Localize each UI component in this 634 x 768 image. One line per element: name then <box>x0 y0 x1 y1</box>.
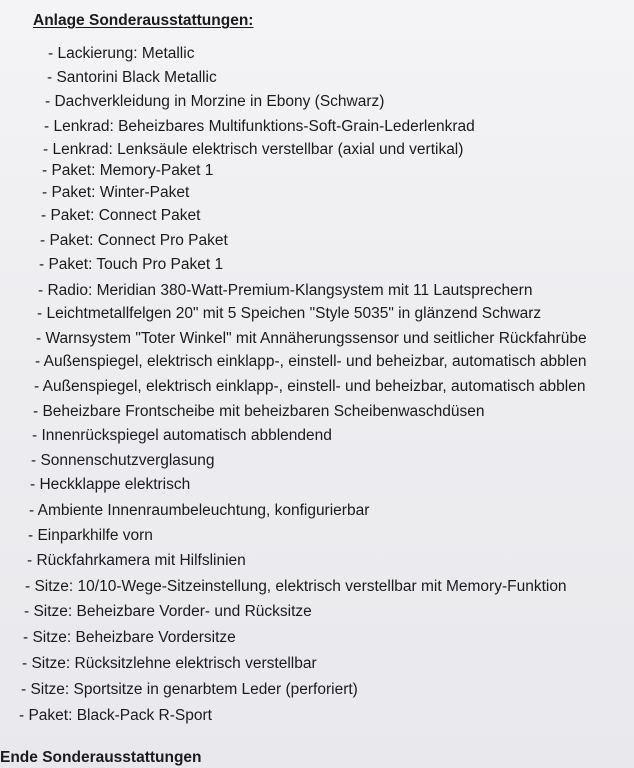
list-item: - Innenrückspiegel automatisch abblendend <box>32 427 332 444</box>
list-item: - Sitze: Rücksitzlehne elektrisch verstellbar <box>22 655 317 672</box>
section-heading: Anlage Sonderausstattungen: <box>33 12 254 29</box>
list-item: - Paket: Black-Pack R-Sport <box>19 707 212 724</box>
list-item: - Paket: Touch Pro Paket 1 <box>39 256 224 273</box>
list-item: - Außenspiegel, elektrisch einklapp-, einstell- und beheizbar, automatisch abblen <box>34 378 586 395</box>
list-item: - Lackierung: Metallic <box>48 45 195 62</box>
list-item: - Santorini Black Metallic <box>47 69 217 86</box>
list-item: - Leichtmetallfelgen 20" mit 5 Speichen "Style 5035" in glänzend Schwarz <box>37 305 542 322</box>
list-item: - Sitze: 10/10-Wege-Sitzeinstellung, elektrisch verstellbar mit Memory-Funktion <box>25 578 567 595</box>
list-item: - Sitze: Sportsitze in genarbtem Leder (perforiert) <box>21 681 358 698</box>
section-footer: Ende Sonderausstattungen <box>0 749 202 766</box>
list-item: - Warnsystem "Toter Winkel" mit Annäherungssensor und seitlicher Rückfahrübe <box>36 330 587 347</box>
list-item: - Beheizbare Frontscheibe mit beheizbaren Scheibenwaschdüsen <box>33 403 485 420</box>
list-item: - Außenspiegel, elektrisch einklapp-, einstell- und beheizbar, automatisch abblen <box>35 353 587 370</box>
list-item: - Radio: Meridian 380-Watt-Premium-Klangsystem mit 11 Lautsprechern <box>38 282 533 299</box>
list-item: - Lenkrad: Lenksäule elektrisch verstellbar (axial und vertikal) <box>43 141 464 158</box>
list-item: - Lenkrad: Beheizbares Multifunktions-Soft-Grain-Lederlenkrad <box>44 118 475 135</box>
list-item: - Ambiente Innenraumbeleuchtung, konfigurierbar <box>29 502 370 519</box>
list-item: - Sitze: Beheizbare Vordersitze <box>23 629 236 646</box>
list-item: - Paket: Connect Pro Paket <box>40 232 228 249</box>
list-item: - Paket: Connect Paket <box>41 207 201 224</box>
list-item: - Sitze: Beheizbare Vorder- und Rücksitze <box>24 603 312 620</box>
list-item: - Einparkhilfe vorn <box>28 527 153 544</box>
list-item: - Paket: Memory-Paket 1 <box>42 162 214 179</box>
list-item: - Dachverkleidung in Morzine in Ebony (Schwarz) <box>45 93 385 110</box>
list-item: - Heckklappe elektrisch <box>30 476 191 493</box>
list-item: - Rückfahrkamera mit Hilfslinien <box>27 552 246 569</box>
list-item: - Paket: Winter-Paket <box>42 184 190 201</box>
list-item: - Sonnenschutzverglasung <box>31 452 215 469</box>
